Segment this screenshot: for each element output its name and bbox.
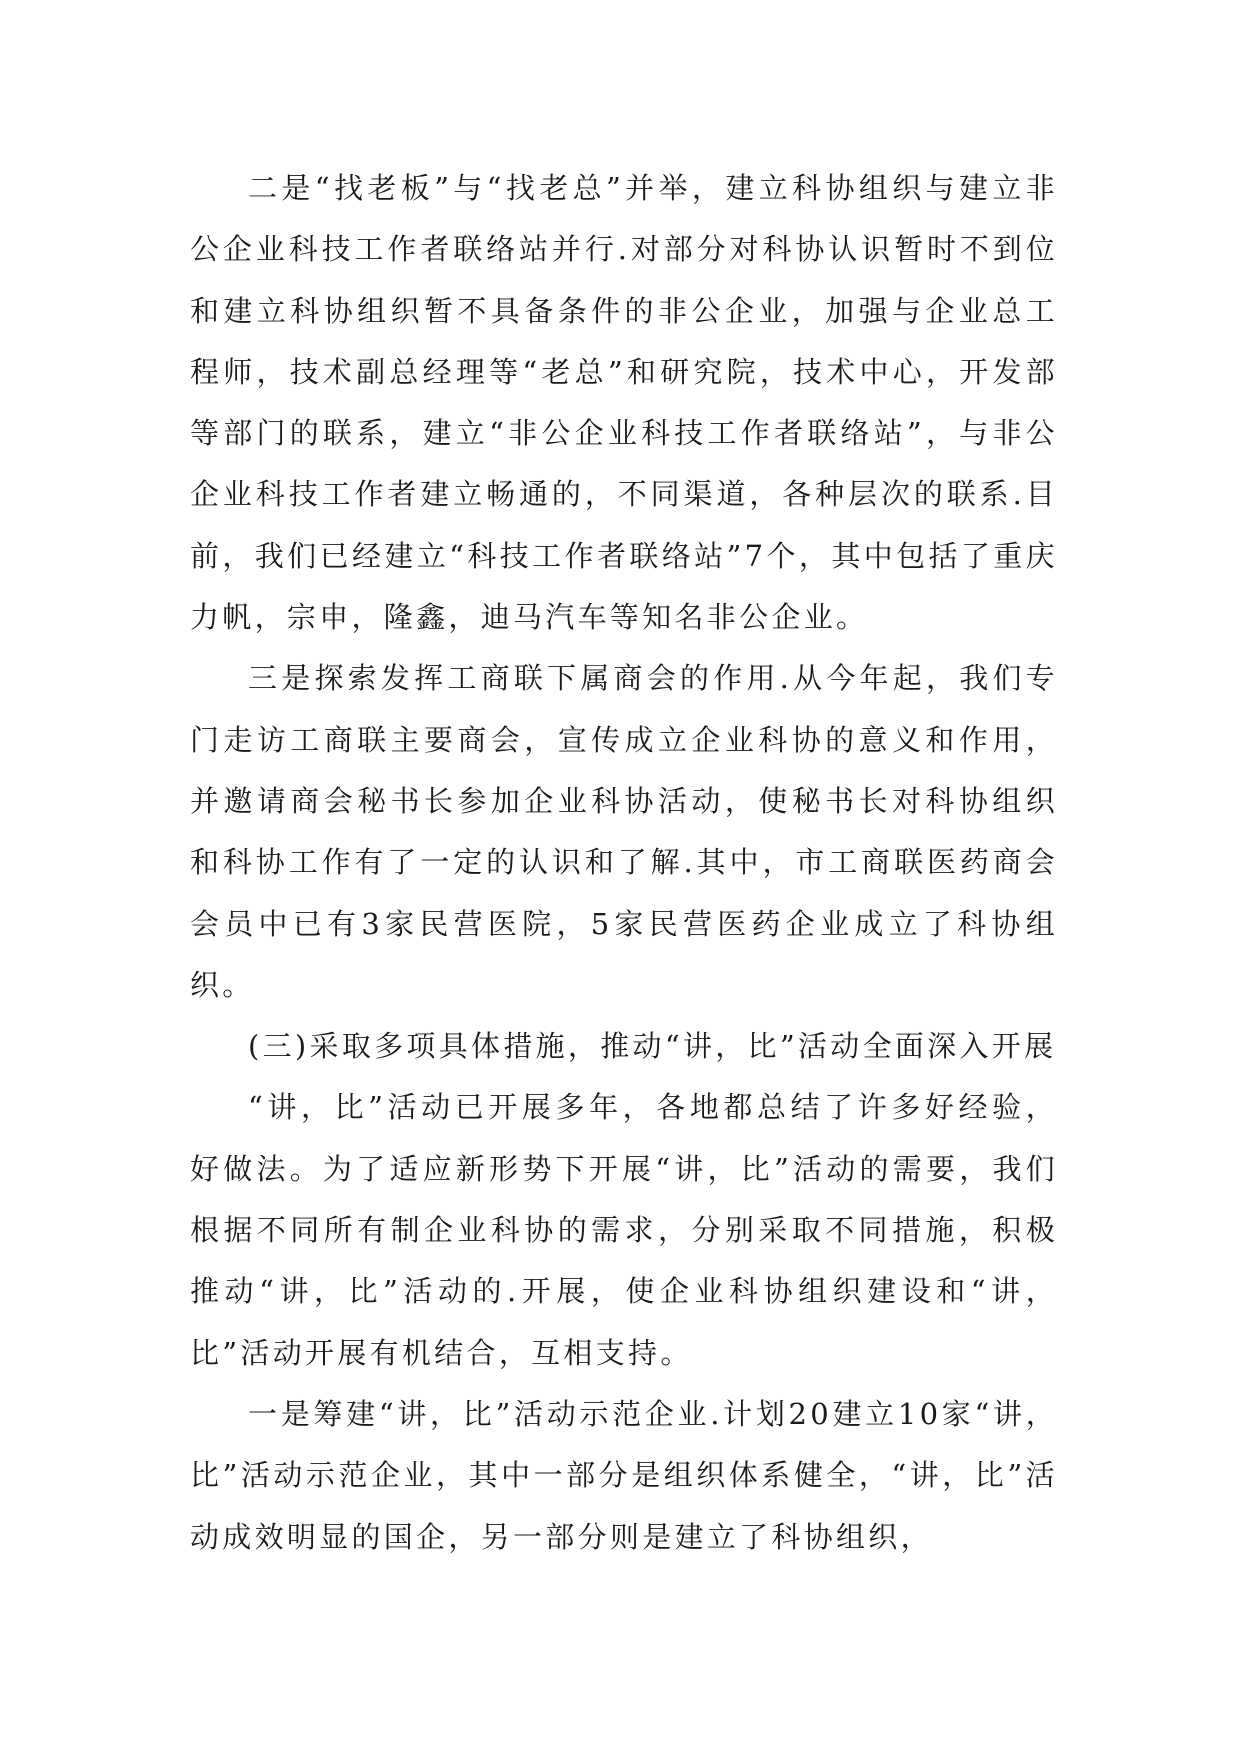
- section-heading-measures: (三)采取多项具体措施，推动“讲，比”活动全面深入开展: [248, 1029, 1057, 1064]
- paragraph-chamber-of-commerce: 三是探索发挥工商联下属商会的作用.从今年起，我们专门走访工商联主要商会，宣传成立企业科协的意义和作用，并邀请商会秘书长参加企业科协活动，使秘书长对科协组织和科协工作有了一定的认识和了解.其中，市工商联医药商会会员中已有3家民营医院，5家民营医药企业成立了科协组织。: [190, 661, 1058, 1002]
- paragraph-activity-overview: “讲，比”活动已开展多年，各地都总结了许多好经验，好做法。为了适应新形势下开展“讲，比”活动的需要，我们根据不同所有制企业科协的需求，分别采取不同措施，积极推动“讲，比”活动的.开展，使企业科协组织建设和“讲，比”活动开展有机结合，互相支持。: [190, 1090, 1058, 1370]
- paragraph-find-boss: 二是“找老板”与“找老总”并举，建立科协组织与建立非公企业科技工作者联络站并行.对部分对科协认识暂时不到位和建立科协组织暂不具备条件的非公企业，加强与企业总工程师，技术副总经理等“老总”和研究院，技术中心，开发部等部门的联系，建立“非公企业科技工作者联络站”，与非公企业科技工作者建立畅通的，不同渠道，各种层次的联系.目前，我们已经建立“科技工作者联络站”7个，其中包括了重庆力帆，宗申，隆鑫，迪马汽车等知名非公企业。: [190, 171, 1058, 635]
- document-body: [190, 158, 1058, 1568]
- paragraph-demo-enterprises: 一是筹建“讲，比”活动示范企业.计划20建立10家“讲，比”活动示范企业，其中一部分是组织体系健全，“讲，比”活动成效明显的国企，另一部分则是建立了科协组织，: [190, 1396, 1058, 1554]
